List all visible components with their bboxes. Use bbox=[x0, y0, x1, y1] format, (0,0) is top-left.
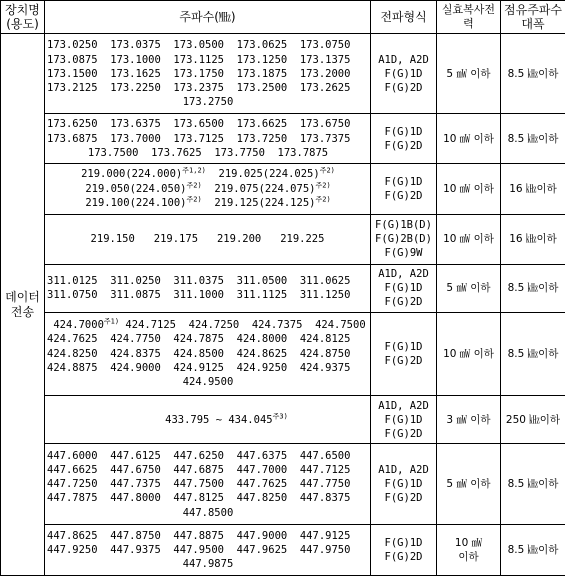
header-row bbox=[1, 1, 565, 34]
frequency-cell: 447.6000 447.6125 447.6250 447.6375 447.6500 447.6625 447.6750 447.6875 447.7000 447.7125 447.7250 447.7375 447.7500 447.7625 447.7750 447.7875 447.8000 447.8125 447.8250 447.8375 447.8500 bbox=[45, 444, 371, 525]
power-cell: 3 ㎽ 이하 bbox=[437, 395, 501, 444]
header-emission: 전파형식 bbox=[371, 1, 437, 34]
power-cell: 10 ㎽ 이하 bbox=[437, 525, 501, 576]
bandwidth-cell: 8.5 ㎑이하 bbox=[501, 525, 565, 576]
emission-cell: A1D, A2D F(G)1D F(G)2D bbox=[371, 34, 437, 114]
power-cell: 5 ㎽ 이하 bbox=[437, 34, 501, 114]
header-device: 장치명 (용도) bbox=[1, 1, 45, 34]
table-row bbox=[1, 265, 565, 313]
power-cell: 10 ㎽ 이하 bbox=[437, 114, 501, 164]
table-row bbox=[1, 163, 565, 214]
bandwidth-cell: 8.5 ㎑이하 bbox=[501, 34, 565, 114]
power-cell: 10 ㎽ 이하 bbox=[437, 214, 501, 265]
device-cell: 데이터 전송 bbox=[1, 34, 45, 576]
emission-cell: F(G)1D F(G)2D bbox=[371, 312, 437, 395]
frequency-cell: 311.0125 311.0250 311.0375 311.0500 311.0625 311.0750 311.0875 311.1000 311.1125 311.1250 bbox=[45, 265, 371, 313]
frequency-cell: 219.150 219.175 219.200 219.225 bbox=[45, 214, 371, 265]
frequency-cell: 447.8625 447.8750 447.8875 447.9000 447.9125 447.9250 447.9375 447.9500 447.9625 447.9750 447.9875 bbox=[45, 525, 371, 576]
frequency-cell: 433.795 ~ $434.045^{주3)}$ bbox=[45, 395, 371, 444]
power-cell: 5 ㎽ 이하 bbox=[437, 265, 501, 313]
emission-cell: F(G)1B(D) F(G)2B(D) F(G)9W bbox=[371, 214, 437, 265]
bandwidth-cell: 250 ㎑이하 bbox=[501, 395, 565, 444]
emission-cell: F(G)1D F(G)2D bbox=[371, 163, 437, 214]
emission-cell: F(G)1D F(G)2D bbox=[371, 525, 437, 576]
power-cell: 10 ㎽ 이하 bbox=[437, 163, 501, 214]
header-bandwidth: 점유주파수 대폭 bbox=[501, 1, 565, 34]
frequency-cell: $219.000(224.000)^{주1,2)}$ $219.025(224.025)^{주2)}$ $219.050(224.050)^{주2)}$ $219.075(224.075)^{주2)}$ $219.100(224.100)^{주2)}$ $219.125(224.125)^{주2)}$ bbox=[45, 163, 371, 214]
bandwidth-cell: 16 ㎑이하 bbox=[501, 163, 565, 214]
emission-cell: A1D, A2D F(G)1D F(G)2D bbox=[371, 395, 437, 444]
header-power: 실효복사전력 bbox=[437, 1, 501, 34]
table-row bbox=[1, 395, 565, 444]
frequency-cell: 173.0250 173.0375 173.0500 173.0625 173.0750 173.0875 173.1000 173.1125 173.1250 173.1375 173.1500 173.1625 173.1750 173.1875 173.2000 173.2125 173.2250 173.2375 173.2500 173.2625 173.2750 bbox=[45, 34, 371, 114]
bandwidth-cell: 8.5 ㎑이하 bbox=[501, 312, 565, 395]
power-cell: 5 ㎽ 이하 bbox=[437, 444, 501, 525]
emission-cell: A1D, A2D F(G)1D F(G)2D bbox=[371, 265, 437, 313]
header-frequency: 주파수(㎒) bbox=[45, 1, 371, 34]
bandwidth-cell: 8.5 ㎑이하 bbox=[501, 444, 565, 525]
table-row bbox=[1, 214, 565, 265]
bandwidth-cell: 8.5 ㎑이하 bbox=[501, 265, 565, 313]
table-row bbox=[1, 525, 565, 576]
emission-cell: A1D, A2D F(G)1D F(G)2D bbox=[371, 444, 437, 525]
table-row bbox=[1, 114, 565, 164]
power-cell: 10 ㎽ 이하 bbox=[437, 312, 501, 395]
bandwidth-cell: 16 ㎑이하 bbox=[501, 214, 565, 265]
frequency-cell: $424.7000^{주1)}$ 424.7125 424.7250 424.7375 424.7500 424.7625 424.7750 424.7875 424.8000 424.8125 424.8250 424.8375 424.8500 424.8625 424.8750 424.8875 424.9000 424.9125 424.9250 424.9375 424.9500 bbox=[45, 312, 371, 395]
emission-cell: F(G)1D F(G)2D bbox=[371, 114, 437, 164]
frequency-cell: 173.6250 173.6375 173.6500 173.6625 173.6750 173.6875 173.7000 173.7125 173.7250 173.7375 173.7500 173.7625 173.7750 173.7875 bbox=[45, 114, 371, 164]
table-row bbox=[1, 444, 565, 525]
table-row bbox=[1, 34, 565, 114]
bandwidth-cell: 8.5 ㎑이하 bbox=[501, 114, 565, 164]
table-row bbox=[1, 312, 565, 395]
